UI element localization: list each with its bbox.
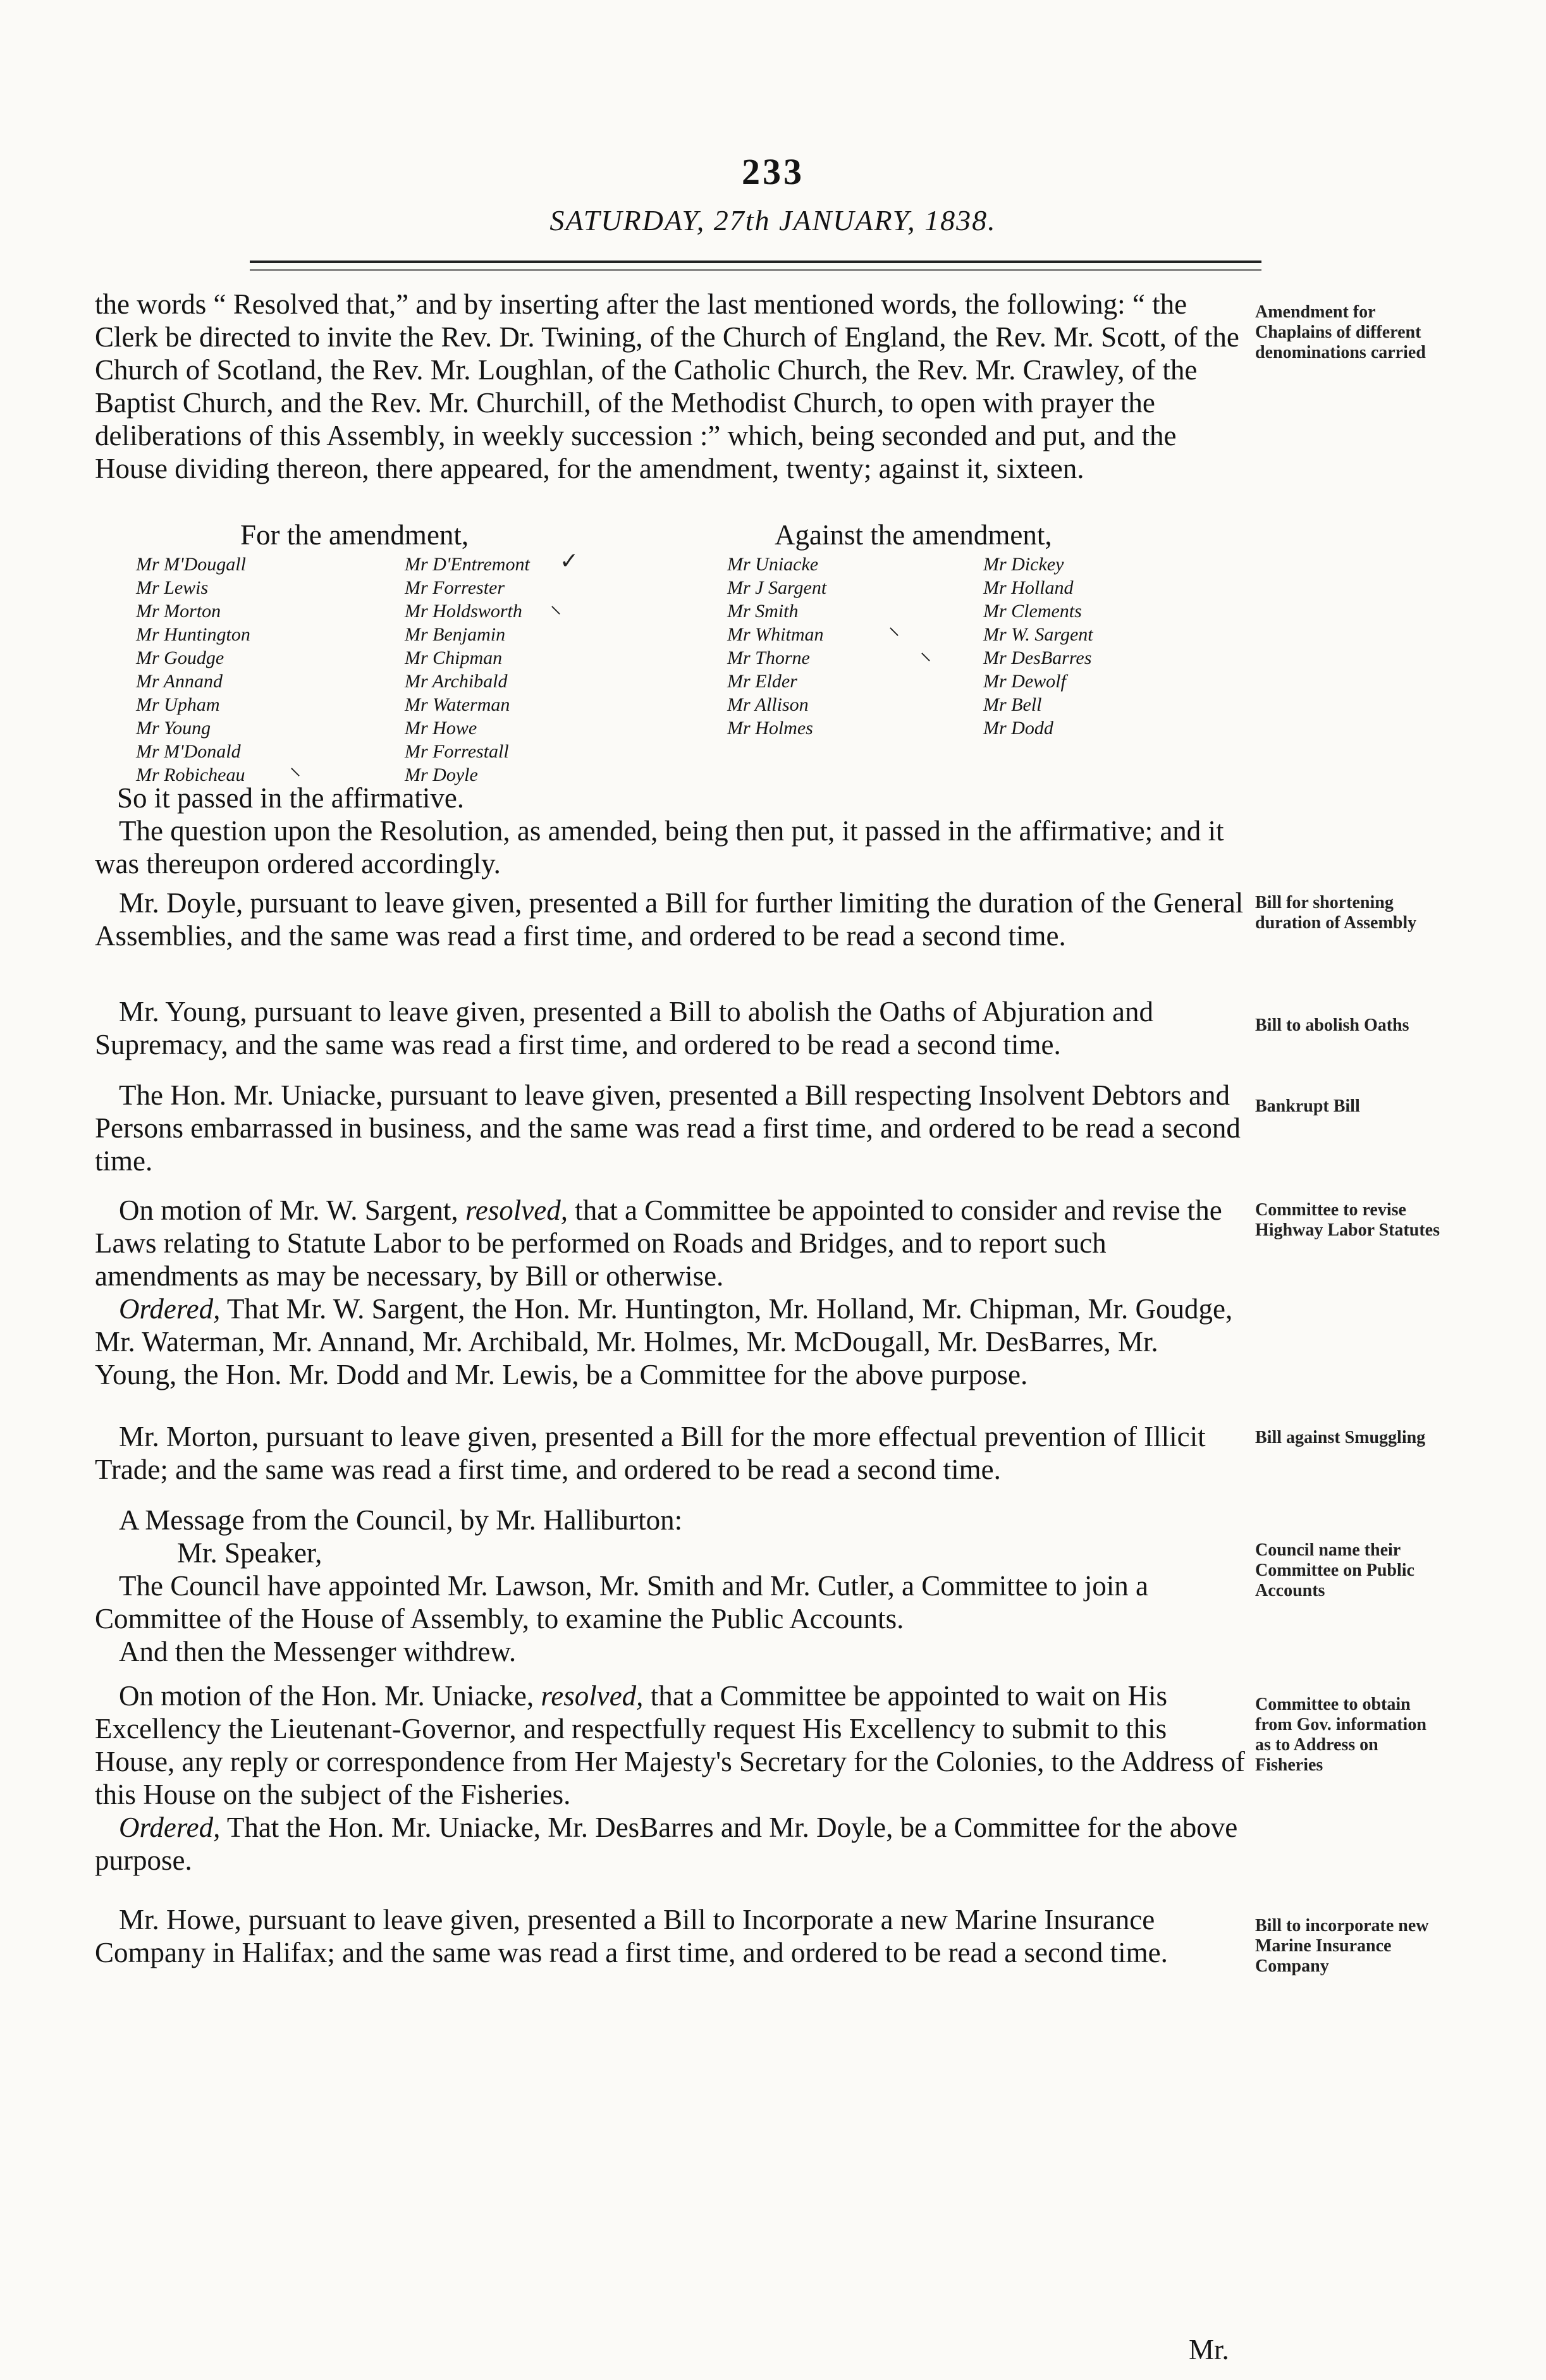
- voter-name: Mr Chipman: [405, 647, 503, 668]
- resolution-text: The question upon the Resolution, as amended, being then put, it passed in the affirmative; and it was thereupon ordered accordingly.: [95, 815, 1224, 880]
- voter-name: Mr DesBarres: [983, 647, 1092, 668]
- council-margin-note: Council name their Committee on Public Accounts: [1255, 1540, 1414, 1600]
- entry-morton: [95, 1420, 1246, 1486]
- for-names-col1: [136, 553, 250, 787]
- voter-name: Mr Forrester: [405, 577, 505, 598]
- fisheries-text-a: On motion of the Hon. Mr. Uniacke,: [119, 1680, 541, 1712]
- entry-howe-text: Mr. Howe, pursuant to leave given, presented a Bill to Incorporate a new Marine Insurance Company in Halifax; and the same was read a first time, and ordered to be read a second time.: [95, 1904, 1168, 1968]
- entry-morton-text: Mr. Morton, pursuant to leave given, presented a Bill for the more effectual prevention of Illicit Trade; and the same was read a first time, and ordered to be read a second time.: [95, 1421, 1206, 1485]
- voter-name: Mr Holdsworth: [405, 601, 522, 622]
- against-names-col2: [983, 553, 1093, 740]
- council-intro: A Message from the Council, by Mr. Halliburton:: [119, 1504, 683, 1536]
- for-names-col2: [405, 553, 530, 787]
- against-amendment-heading: Against the amendment,: [775, 519, 1052, 551]
- entry-doyle-text: Mr. Doyle, pursuant to leave given, presented a Bill for further limiting the duration of the General Assemblies, and the same was read a first time, and ordered to be read a second time.: [95, 887, 1244, 952]
- voter-name: Mr J Sargent: [727, 577, 827, 598]
- pen-tick-mark: ⸌: [550, 602, 561, 627]
- voter-name: Mr Clements: [983, 601, 1082, 622]
- voter-name: Mr Young: [136, 718, 211, 739]
- result-text: So it passed in the affirmative.: [117, 782, 465, 814]
- entry-fisheries: [95, 1679, 1246, 1877]
- entry-sargent-order: [95, 1292, 1246, 1391]
- voter-name: Mr Archibald: [405, 671, 508, 692]
- voter-name: Mr Upham: [136, 694, 220, 715]
- morton-margin-note: Bill against Smuggling: [1255, 1428, 1426, 1447]
- voter-name: Mr Uniacke: [727, 554, 819, 575]
- voter-name: Mr Goudge: [136, 647, 224, 668]
- fisheries-ordered-text: That the Hon. Mr. Uniacke, Mr. DesBarres and Mr. Doyle, be a Committee for the above purpose.: [95, 1812, 1238, 1876]
- entry-doyle: [95, 886, 1246, 952]
- voter-name: Mr M'Dougall: [136, 554, 246, 575]
- sargent-resolved: resolved,: [465, 1194, 568, 1226]
- voter-name: Mr Dodd: [983, 718, 1053, 739]
- voter-name: Mr Waterman: [405, 694, 510, 715]
- entry-howe: [95, 1903, 1246, 1969]
- council-salutation: Mr. Speaker,: [177, 1537, 322, 1569]
- header-rule: [250, 261, 1261, 271]
- howe-margin-note: Bill to incorporate new Marine Insurance Company: [1255, 1916, 1429, 1976]
- voter-name: Mr W. Sargent: [983, 624, 1093, 645]
- voter-name: Mr Thorne: [727, 647, 810, 668]
- voter-name: Mr Allison: [727, 694, 809, 715]
- voter-name: Mr D'Entremont: [405, 554, 530, 575]
- voter-name: Mr Lewis: [136, 577, 209, 598]
- voter-name: Mr Dewolf: [983, 671, 1066, 692]
- voter-name: Mr Huntington: [136, 624, 250, 645]
- sargent-ordered: Ordered,: [119, 1293, 221, 1325]
- sargent-margin-note: Committee to revise Highway Labor Statutes: [1255, 1200, 1440, 1240]
- doyle-margin-note: Bill for shortening duration of Assembly: [1255, 893, 1417, 933]
- fisheries-text-b: that a Committee be appointed to wait on His Excellency the Lieutenant-Governor, and respectfully request His Excellency to submit to this House, any reply or correspondence from Her Majesty's Secretary for the Colonies, to the Address of this House on the subject of the Fisheries.: [95, 1680, 1245, 1810]
- voter-name: Mr Elder: [727, 671, 797, 692]
- page-date: SATURDAY, 27th JANUARY, 1838.: [549, 204, 997, 236]
- sargent-ordered-text: That Mr. W. Sargent, the Hon. Mr. Huntington, Mr. Holland, Mr. Chipman, Mr. Goudge, Mr. Waterman, Mr. Annand, Mr. Archibald, Mr. Holmes, Mr. McDougall, Mr. DesBarres, Mr. Young, the Hon. Mr. Dodd and Mr. Lewis, be a Committee for the above purpose.: [95, 1293, 1233, 1390]
- page-number: 233: [742, 151, 804, 192]
- fisheries-margin-note: Committee to obtain from Gov. information as to Address on Fisheries: [1255, 1695, 1426, 1775]
- fisheries-ordered: Ordered,: [119, 1812, 221, 1843]
- entry-council: [95, 1504, 1246, 1668]
- voter-name: Mr M'Donald: [136, 741, 241, 762]
- pen-tick-mark: ⸌: [290, 764, 301, 789]
- voter-name: Mr Howe: [405, 718, 477, 739]
- pen-tick-mark: ✓: [560, 548, 579, 574]
- entry-sargent-motion: [95, 1194, 1246, 1292]
- entry-uniacke: [95, 1079, 1246, 1177]
- amendment-text: the words “ Resolved that,” and by inserting after the last mentioned words, the following: “ the Clerk be directed to invite the Rev. Dr. Twining, of the Church of England, the Rev. Mr. Scott, of the Church of Scotland, the Rev. Mr. Loughlan, of the Catholic Church, the Rev. Mr. Crawley, of the Baptist Church, and the Rev. Mr. Churchill, of the Methodist Church, to open with prayer the deliberations of this Assembly, in weekly succession :” which, being seconded and put, and the House dividing thereon, there appeared, for the amendment, twenty; against it, sixteen.: [95, 288, 1239, 484]
- voter-name: Mr Bell: [983, 694, 1042, 715]
- voter-name: Mr Benjamin: [405, 624, 506, 645]
- pen-tick-mark: ⸌: [888, 623, 900, 649]
- entry-young: [95, 995, 1246, 1061]
- division-result: [95, 782, 1246, 880]
- pen-tick-mark: ⸌: [920, 649, 931, 674]
- amendment-margin-note: Amendment for Chaplains of different denominations carried: [1255, 302, 1426, 362]
- voter-name: Mr Whitman: [727, 624, 824, 645]
- fisheries-resolved: resolved,: [541, 1680, 644, 1712]
- entry-fisheries-order: [95, 1811, 1246, 1877]
- council-closing: And then the Messenger withdrew.: [119, 1636, 517, 1667]
- entry-fisheries-motion: [95, 1679, 1246, 1811]
- voter-name: Mr Smith: [727, 601, 799, 622]
- against-names-col1: [727, 553, 826, 740]
- sargent-text-a: On motion of Mr. W. Sargent,: [119, 1194, 465, 1226]
- voter-name: Mr Robicheau: [136, 764, 245, 785]
- for-amendment-heading: For the amendment,: [240, 519, 469, 551]
- voter-name: Mr Dickey: [983, 554, 1064, 575]
- voter-name: Mr Doyle: [405, 764, 478, 785]
- uniacke-margin-note: Bankrupt Bill: [1255, 1096, 1360, 1116]
- entry-uniacke-text: The Hon. Mr. Uniacke, pursuant to leave given, presented a Bill respecting Insolvent Debtors and Persons embarrassed in business, and the same was read a first time, and ordered to be read a second time.: [95, 1079, 1241, 1177]
- catchword: Mr.: [1189, 2334, 1229, 2365]
- council-text: The Council have appointed Mr. Lawson, Mr. Smith and Mr. Cutler, a Committee to join a Committee of the House of Assembly, to examine the Public Accounts.: [95, 1570, 1148, 1635]
- sargent-text-b: that a Committee be appointed to consider and revise the Laws relating to Statute Labor to be performed on Roads and Bridges, and to report such amendments as may be necessary, by Bill or otherwise.: [95, 1194, 1222, 1292]
- voter-name: Mr Morton: [136, 601, 221, 622]
- voter-name: Mr Holland: [983, 577, 1074, 598]
- amendment-paragraph: [95, 288, 1246, 485]
- young-margin-note: Bill to abolish Oaths: [1255, 1015, 1409, 1035]
- voter-name: Mr Forrestall: [405, 741, 509, 762]
- voter-name: Mr Annand: [136, 671, 223, 692]
- voter-name: Mr Holmes: [727, 718, 813, 739]
- entry-sargent: [95, 1194, 1246, 1391]
- entry-young-text: Mr. Young, pursuant to leave given, presented a Bill to abolish the Oaths of Abjuration and Supremacy, and the same was read a first time, and ordered to be read a second time.: [95, 996, 1154, 1060]
